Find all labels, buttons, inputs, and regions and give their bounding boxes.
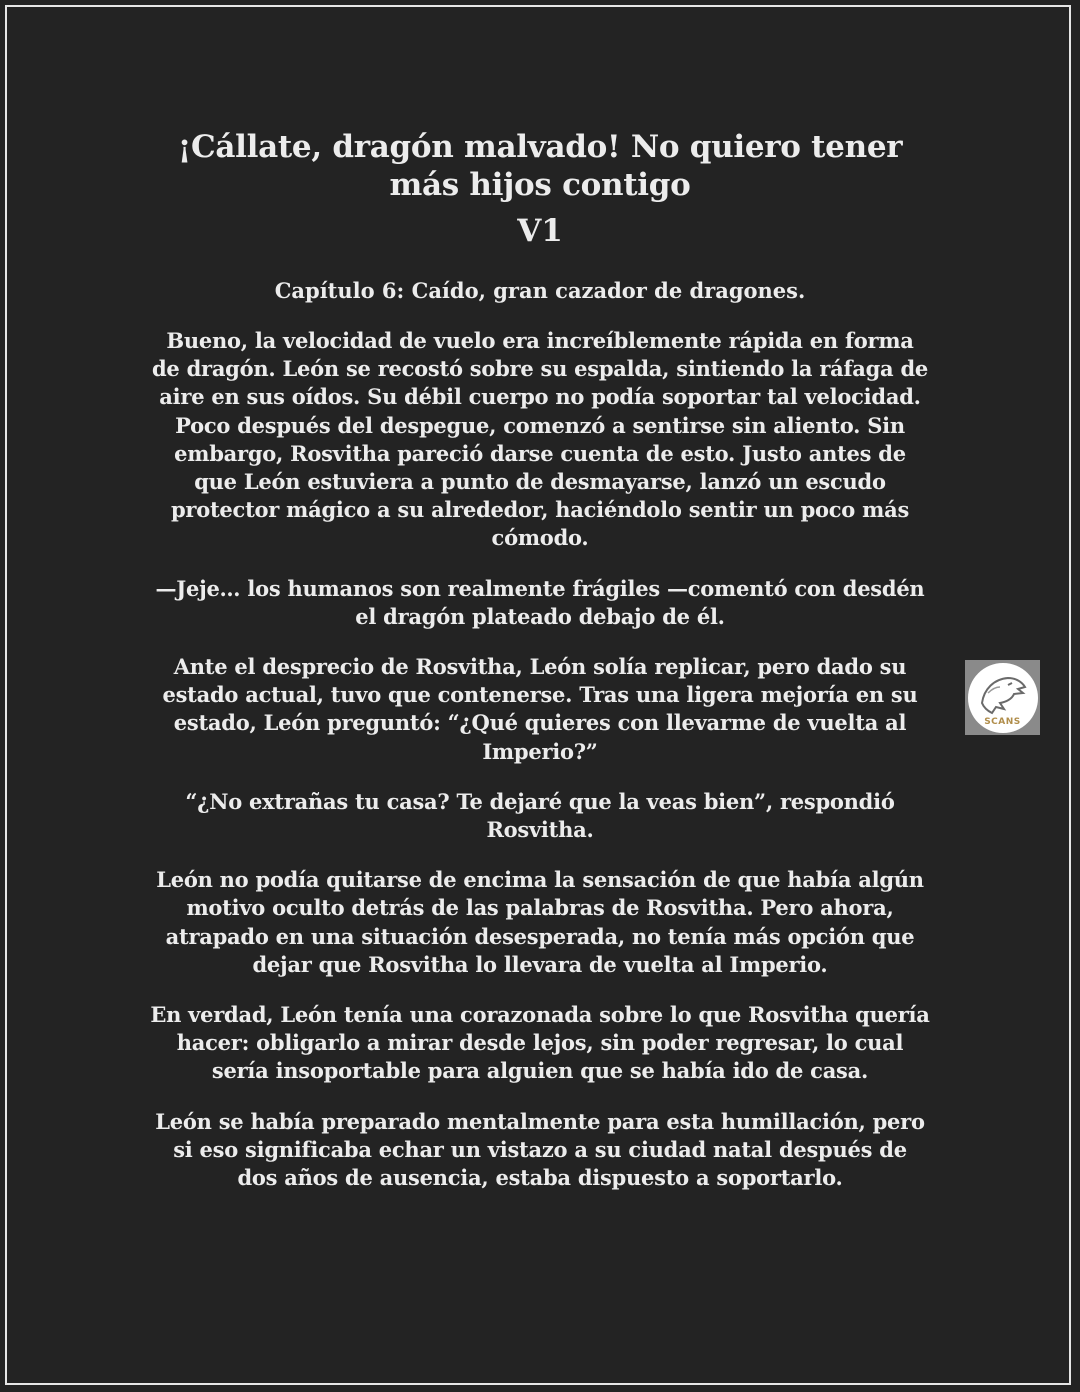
paragraph: “¿No extrañas tu casa? Te dejaré que la veas bien”, respondió Rosvitha. [185,788,895,843]
paragraph: —Jeje… los humanos son realmente frágiles —comentó con desdén el dragón plateado debajo de él. [155,575,925,629]
dinosaur-logo-icon [968,663,1038,733]
chapter-heading: Capítulo 6: Caído, gran cazador de dragones. [274,278,806,303]
paragraph: Bueno, la velocidad de vuelo era increíblemente rápida en forma de dragón. León se recostó sobre su espalda, sintiendo la ráfaga de aire en sus oídos. Su débil cuerpo no podía soportar tal velocidad. Poco después del despegue, comenzó a sentirse sin aliento. Sin embargo, Rosvitha pareció darse cuenta de esto. Justo antes de que León estuviera a punto de desmayarse, lanzó un escudo protector mágico a su alrededor, haciéndolo sentir un poco más cómodo. [151,328,929,551]
paragraph: Ante el desprecio de Rosvitha, León solía replicar, pero dado su estado actual, tuvo que contenerse. Tras una ligera mejoría en su estado, León preguntó: “¿Qué quieres con llevarme de vuelta al Imperio?” [162,654,918,764]
watermark-logo [965,660,1040,735]
volume-label: V1 [517,213,563,249]
paragraph: En verdad, León tenía una corazonada sobre lo que Rosvitha quería hacer: obligarlo a mirar desde lejos, sin poder regresar, lo cual sería insoportable para alguien que se había ido de casa. [150,1002,930,1084]
paragraph: León se había preparado mentalmente para esta humillación, pero si eso significaba echar un vistazo a su ciudad natal después de dos años de ausencia, estaba dispuesto a soportarlo. [155,1108,925,1191]
watermark-label: SCANS [984,716,1021,727]
document-body [150,128,930,1192]
paragraph: León no podía quitarse de encima la sensación de que había algún motivo oculto detrás de las palabras de Rosvitha. Pero ahora, atrapado en una situación desesperada, no tenía más opción que dejar que Rosvitha lo llevara de vuelta al Imperio. [156,867,924,977]
document-title: ¡Cállate, dragón malvado! No quiero tener más hijos contigo [177,129,903,203]
